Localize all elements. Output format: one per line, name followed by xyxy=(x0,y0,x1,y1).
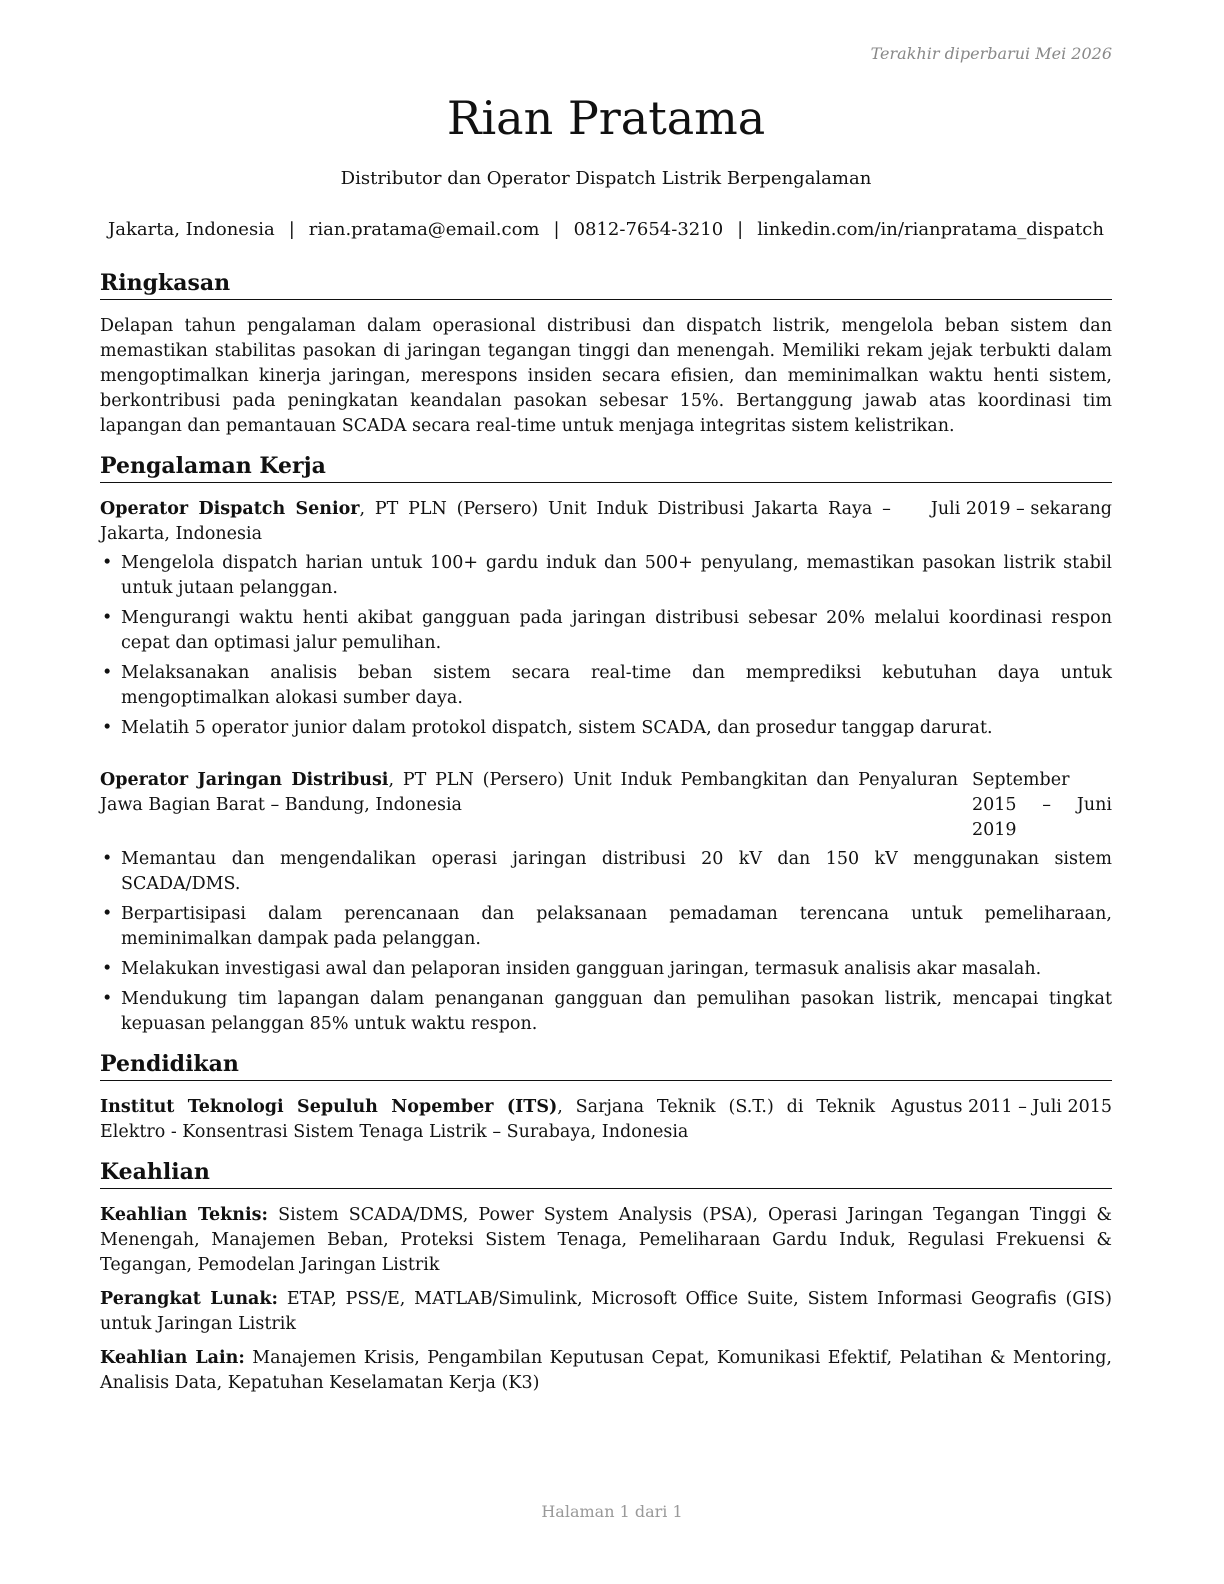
bullet-icon: • xyxy=(102,904,113,924)
bullet-icon: • xyxy=(102,849,113,869)
experience-section xyxy=(100,453,1112,1037)
job-organization: , PT PLN (Persero) Unit Induk Pembangkitan dan Penyaluran Jawa Bagian Barat – Bandung, Indonesia xyxy=(100,770,959,815)
education-dates: Agustus 2011 – Juli 2015 xyxy=(891,1097,1112,1117)
bullet-text: Melatih 5 operator junior dalam protokol dispatch, sistem SCADA, dan prosedur tanggap darurat. xyxy=(121,718,993,738)
candidate-tagline: Distributor dan Operator Dispatch Listrik Berpengalaman xyxy=(340,168,872,189)
skill-group xyxy=(100,1203,1112,1278)
section-heading-skills: Keahlian xyxy=(100,1159,1112,1189)
education-title-line xyxy=(100,1095,875,1145)
job-header xyxy=(100,768,1112,843)
skill-group xyxy=(100,1346,1112,1396)
job-bullets xyxy=(100,847,1112,1037)
page-number: Halaman 1 dari 1 xyxy=(541,1502,683,1521)
summary-section xyxy=(100,270,1112,439)
contact-separator: | xyxy=(288,219,295,240)
bullet-icon: • xyxy=(102,608,113,628)
education-section xyxy=(100,1051,1112,1145)
list-item xyxy=(100,606,1112,656)
contact-phone[interactable]: 0812-7654-3210 xyxy=(573,219,724,240)
job-bullets xyxy=(100,551,1112,741)
bullet-text: Mengelola dispatch harian untuk 100+ gardu induk dan 500+ penyulang, memastikan pasokan listrik stabil untuk jutaan pelanggan. xyxy=(121,553,1112,598)
job-dates: September 2015 – Juni 2019 xyxy=(972,770,1112,840)
contact-location: Jakarta, Indonesia xyxy=(108,219,275,240)
list-item xyxy=(100,716,1112,741)
job-entry xyxy=(100,768,1112,1037)
bullet-icon: • xyxy=(102,663,113,683)
education-institution: Institut Teknologi Sepuluh Nopember (ITS) xyxy=(100,1097,558,1117)
skill-text: Sistem SCADA/DMS, Power System Analysis (PSA), Operasi Jaringan Tegangan Tinggi & Menengah, Manajemen Beban, Proteksi Sistem Tenaga, Pemeliharaan Gardu Induk, Regulasi Frekuensi & Tegangan, Pemodelan Jaringan Listrik xyxy=(100,1205,1112,1275)
skill-label: Keahlian Teknis: xyxy=(100,1205,268,1225)
education-detail: , Sarjana Teknik (S.T.) di Teknik Elektro - Konsentrasi Sistem Tenaga Listrik – Surabaya, Indonesia xyxy=(100,1097,876,1142)
list-item xyxy=(100,987,1112,1037)
job-entry xyxy=(100,497,1112,741)
bullet-icon: • xyxy=(102,718,113,738)
section-heading-experience: Pengalaman Kerja xyxy=(100,453,1112,483)
contact-linkedin[interactable]: linkedin.com/in/rianpratama_dispatch xyxy=(757,219,1104,240)
job-role: Operator Dispatch Senior xyxy=(100,499,360,519)
skill-group xyxy=(100,1287,1112,1337)
contact-separator: | xyxy=(737,219,744,240)
candidate-name: Rian Pratama xyxy=(446,91,766,145)
last-updated: Terakhir diperbarui Mei 2026 xyxy=(870,44,1112,63)
bullet-icon: • xyxy=(102,989,113,1009)
list-item xyxy=(100,957,1112,982)
list-item xyxy=(100,551,1112,601)
bullet-icon: • xyxy=(102,553,113,573)
job-header xyxy=(100,497,1112,547)
job-organization: , PT PLN (Persero) Unit Induk Distribusi Jakarta Raya – Jakarta, Indonesia xyxy=(100,499,891,544)
skill-label: Perangkat Lunak: xyxy=(100,1289,278,1309)
bullet-icon: • xyxy=(102,959,113,979)
section-heading-summary: Ringkasan xyxy=(100,270,1112,300)
skill-text: ETAP, PSS/E, MATLAB/Simulink, Microsoft Office Suite, Sistem Informasi Geografis (GIS) untuk Jaringan Listrik xyxy=(100,1289,1112,1334)
bullet-text: Memantau dan mengendalikan operasi jaringan distribusi 20 kV dan 150 kV menggunakan sistem SCADA/DMS. xyxy=(121,849,1112,894)
contact-separator: | xyxy=(553,219,560,240)
list-item xyxy=(100,847,1112,897)
education-entry xyxy=(100,1095,1112,1145)
contact-email[interactable]: rian.pratama@email.com xyxy=(308,219,540,240)
job-title-line xyxy=(100,768,958,843)
bullet-text: Melakukan investigasi awal dan pelaporan insiden gangguan jaringan, termasuk analisis akar masalah. xyxy=(121,959,1042,979)
section-heading-education: Pendidikan xyxy=(100,1051,1112,1081)
bullet-text: Mendukung tim lapangan dalam penanganan gangguan dan pemulihan pasokan listrik, mencapai tingkat kepuasan pelanggan 85% untuk waktu respon. xyxy=(121,989,1112,1034)
list-item xyxy=(100,902,1112,952)
bullet-text: Mengurangi waktu henti akibat gangguan pada jaringan distribusi sebesar 20% melalui koordinasi respon cepat dan optimasi jalur pemulihan. xyxy=(121,608,1112,653)
bullet-text: Berpartisipasi dalam perencanaan dan pelaksanaan pemadaman terencana untuk pemeliharaan, meminimalkan dampak pada pelanggan. xyxy=(121,904,1112,949)
job-spacer xyxy=(100,746,1112,768)
job-role: Operator Jaringan Distribusi xyxy=(100,770,389,790)
summary-text: Delapan tahun pengalaman dalam operasional distribusi dan dispatch listrik, mengelola beban sistem dan memastikan stabilitas pasokan di jaringan tegangan tinggi dan menengah. Memiliki rekam jejak terbukti dalam mengoptimalkan kinerja jaringan, merespons insiden secara efisien, dan meminimalkan waktu henti sistem, berkontribusi pada peningkatan keandalan pasokan sebesar 15%. Bertanggung jawab atas koordinasi tim lapangan dan pemantauan SCADA secara real-time untuk menjaga integritas sistem kelistrikan. xyxy=(100,316,1112,436)
job-dates: Juli 2019 – sekarang xyxy=(930,499,1112,519)
job-title-line xyxy=(100,497,891,547)
skill-text: Manajemen Krisis, Pengambilan Keputusan Cepat, Komunikasi Efektif, Pelatihan & Mentoring, Analisis Data, Kepatuhan Keselamatan Kerja (K3) xyxy=(100,1348,1112,1393)
list-item xyxy=(100,661,1112,711)
resume-content xyxy=(100,270,1112,1410)
skill-label: Keahlian Lain: xyxy=(100,1348,245,1368)
skills-section xyxy=(100,1159,1112,1396)
contact-line xyxy=(100,219,1112,240)
bullet-text: Melaksanakan analisis beban sistem secara real-time dan memprediksi kebutuhan daya untuk mengoptimalkan alokasi sumber daya. xyxy=(121,663,1112,708)
